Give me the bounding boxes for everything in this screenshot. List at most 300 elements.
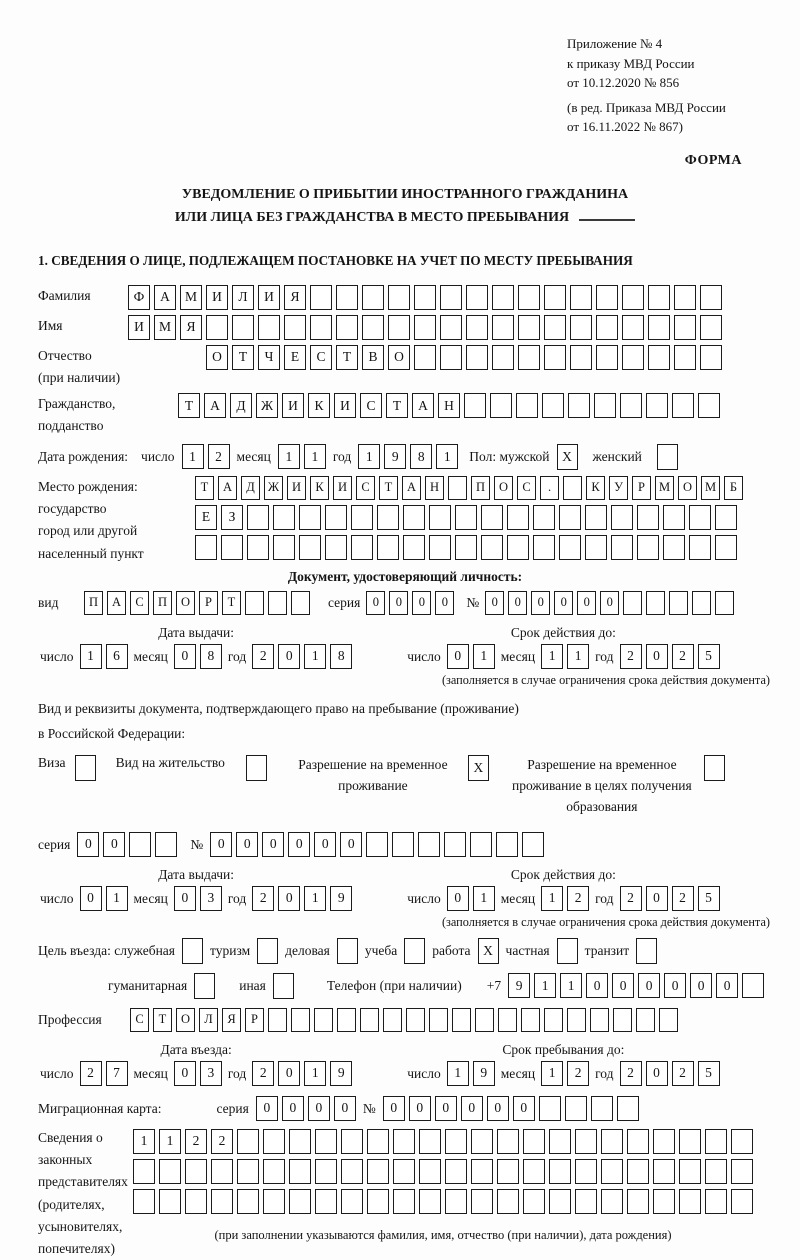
char-cell[interactable]: 0: [461, 1096, 483, 1121]
char-cell[interactable]: [585, 535, 607, 560]
char-cell[interactable]: 1: [159, 1129, 181, 1154]
char-cell[interactable]: [392, 832, 414, 857]
char-cell[interactable]: 2: [252, 1061, 274, 1086]
char-cell[interactable]: 9: [473, 1061, 495, 1086]
char-cell[interactable]: [596, 345, 618, 370]
char-cell[interactable]: [414, 345, 436, 370]
char-cell[interactable]: [663, 505, 685, 530]
char-cell[interactable]: [237, 1129, 259, 1154]
char-cell[interactable]: [475, 1008, 494, 1032]
char-cell[interactable]: [314, 1008, 333, 1032]
char-cell[interactable]: С: [517, 476, 536, 500]
char-cell[interactable]: Т: [232, 345, 254, 370]
char-cell[interactable]: [544, 345, 566, 370]
char-cell[interactable]: Р: [199, 591, 218, 615]
char-cell[interactable]: 2: [252, 644, 274, 669]
char-cell[interactable]: 1: [304, 1061, 326, 1086]
char-cell[interactable]: У: [609, 476, 628, 500]
char-cell[interactable]: [133, 1189, 155, 1214]
char-cell[interactable]: 2: [620, 644, 642, 669]
char-cell[interactable]: [492, 285, 514, 310]
char-cell[interactable]: Д: [241, 476, 260, 500]
char-cell[interactable]: [700, 315, 722, 340]
char-cell[interactable]: [518, 345, 540, 370]
char-cell[interactable]: 6: [106, 644, 128, 669]
char-cell[interactable]: [715, 591, 734, 615]
char-cell[interactable]: 9: [508, 973, 530, 998]
char-cell[interactable]: [291, 1008, 310, 1032]
char-cell[interactable]: [620, 393, 642, 418]
char-cell[interactable]: 0: [646, 1061, 668, 1086]
char-cell[interactable]: 1: [304, 886, 326, 911]
char-cell[interactable]: [601, 1129, 623, 1154]
char-cell[interactable]: [544, 1008, 563, 1032]
char-cell[interactable]: 1: [106, 886, 128, 911]
char-cell[interactable]: [570, 345, 592, 370]
char-cell[interactable]: [337, 1008, 356, 1032]
char-cell[interactable]: 2: [620, 1061, 642, 1086]
char-cell[interactable]: О: [176, 1008, 195, 1032]
char-cell[interactable]: [705, 1129, 727, 1154]
char-cell[interactable]: 0: [435, 591, 454, 615]
char-cell[interactable]: И: [206, 285, 228, 310]
purpose-checkbox-chastnaya[interactable]: [557, 938, 578, 964]
char-cell[interactable]: [585, 505, 607, 530]
char-cell[interactable]: 0: [638, 973, 660, 998]
char-cell[interactable]: [521, 1008, 540, 1032]
char-cell[interactable]: [623, 591, 642, 615]
char-cell[interactable]: Ч: [258, 345, 280, 370]
char-cell[interactable]: [611, 505, 633, 530]
char-cell[interactable]: [523, 1129, 545, 1154]
char-cell[interactable]: 0: [282, 1096, 304, 1121]
char-cell[interactable]: [498, 1008, 517, 1032]
char-cell[interactable]: [507, 505, 529, 530]
char-cell[interactable]: 0: [103, 832, 125, 857]
char-cell[interactable]: [206, 315, 228, 340]
char-cell[interactable]: 0: [278, 644, 300, 669]
char-cell[interactable]: [367, 1129, 389, 1154]
char-cell[interactable]: О: [494, 476, 513, 500]
char-cell[interactable]: [522, 832, 544, 857]
char-cell[interactable]: Я: [180, 315, 202, 340]
char-cell[interactable]: [663, 535, 685, 560]
char-cell[interactable]: А: [107, 591, 126, 615]
char-cell[interactable]: И: [282, 393, 304, 418]
char-cell[interactable]: [544, 285, 566, 310]
char-cell[interactable]: 0: [389, 591, 408, 615]
char-cell[interactable]: 1: [304, 644, 326, 669]
char-cell[interactable]: [636, 1008, 655, 1032]
char-cell[interactable]: Л: [232, 285, 254, 310]
char-cell[interactable]: 2: [672, 1061, 694, 1086]
char-cell[interactable]: [648, 345, 670, 370]
char-cell[interactable]: [377, 505, 399, 530]
char-cell[interactable]: [367, 1189, 389, 1214]
char-cell[interactable]: [497, 1129, 519, 1154]
char-cell[interactable]: 0: [412, 591, 431, 615]
visa-checkbox[interactable]: [75, 755, 96, 781]
char-cell[interactable]: 0: [174, 644, 196, 669]
char-cell[interactable]: [568, 393, 590, 418]
char-cell[interactable]: 3: [200, 1061, 222, 1086]
char-cell[interactable]: П: [471, 476, 490, 500]
char-cell[interactable]: [497, 1189, 519, 1214]
char-cell[interactable]: [414, 285, 436, 310]
char-cell[interactable]: 0: [531, 591, 550, 615]
char-cell[interactable]: 1: [567, 644, 589, 669]
char-cell[interactable]: [419, 1129, 441, 1154]
char-cell[interactable]: 0: [586, 973, 608, 998]
char-cell[interactable]: [440, 315, 462, 340]
char-cell[interactable]: [452, 1008, 471, 1032]
char-cell[interactable]: П: [153, 591, 172, 615]
char-cell[interactable]: [596, 315, 618, 340]
char-cell[interactable]: 0: [278, 886, 300, 911]
residence-permit-checkbox[interactable]: [246, 755, 267, 781]
char-cell[interactable]: [637, 505, 659, 530]
char-cell[interactable]: [518, 285, 540, 310]
char-cell[interactable]: Ж: [256, 393, 278, 418]
char-cell[interactable]: 0: [314, 832, 336, 857]
char-cell[interactable]: 2: [567, 886, 589, 911]
char-cell[interactable]: С: [130, 591, 149, 615]
char-cell[interactable]: [516, 393, 538, 418]
char-cell[interactable]: [418, 832, 440, 857]
purpose-checkbox-rabota[interactable]: X: [478, 938, 499, 964]
char-cell[interactable]: И: [334, 393, 356, 418]
char-cell[interactable]: [698, 393, 720, 418]
char-cell[interactable]: [544, 315, 566, 340]
char-cell[interactable]: [563, 476, 582, 500]
char-cell[interactable]: Н: [425, 476, 444, 500]
char-cell[interactable]: Е: [195, 505, 217, 530]
char-cell[interactable]: Ж: [264, 476, 283, 500]
char-cell[interactable]: 1: [534, 973, 556, 998]
char-cell[interactable]: М: [655, 476, 674, 500]
char-cell[interactable]: П: [84, 591, 103, 615]
char-cell[interactable]: [700, 345, 722, 370]
char-cell[interactable]: [648, 315, 670, 340]
char-cell[interactable]: О: [206, 345, 228, 370]
char-cell[interactable]: [692, 591, 711, 615]
char-cell[interactable]: [414, 315, 436, 340]
char-cell[interactable]: 2: [211, 1129, 233, 1154]
char-cell[interactable]: [596, 285, 618, 310]
char-cell[interactable]: [496, 832, 518, 857]
char-cell[interactable]: К: [308, 393, 330, 418]
char-cell[interactable]: 1: [358, 444, 380, 469]
char-cell[interactable]: Т: [379, 476, 398, 500]
char-cell[interactable]: 0: [366, 591, 385, 615]
char-cell[interactable]: [315, 1189, 337, 1214]
char-cell[interactable]: 0: [577, 591, 596, 615]
char-cell[interactable]: Т: [336, 345, 358, 370]
char-cell[interactable]: [591, 1096, 613, 1121]
char-cell[interactable]: [466, 315, 488, 340]
char-cell[interactable]: [533, 535, 555, 560]
char-cell[interactable]: 1: [541, 1061, 563, 1086]
char-cell[interactable]: 0: [77, 832, 99, 857]
char-cell[interactable]: 2: [672, 644, 694, 669]
char-cell[interactable]: А: [218, 476, 237, 500]
char-cell[interactable]: 0: [646, 886, 668, 911]
purpose-checkbox-tranzit[interactable]: [636, 938, 657, 964]
char-cell[interactable]: 1: [80, 644, 102, 669]
char-cell[interactable]: [440, 345, 462, 370]
char-cell[interactable]: Р: [245, 1008, 264, 1032]
char-cell[interactable]: 1: [560, 973, 582, 998]
char-cell[interactable]: 7: [106, 1061, 128, 1086]
char-cell[interactable]: 1: [541, 644, 563, 669]
char-cell[interactable]: [341, 1189, 363, 1214]
char-cell[interactable]: 1: [278, 444, 300, 469]
char-cell[interactable]: [653, 1129, 675, 1154]
char-cell[interactable]: [689, 505, 711, 530]
char-cell[interactable]: 0: [485, 591, 504, 615]
char-cell[interactable]: [291, 591, 310, 615]
char-cell[interactable]: О: [678, 476, 697, 500]
char-cell[interactable]: [617, 1096, 639, 1121]
char-cell[interactable]: 0: [716, 973, 738, 998]
char-cell[interactable]: 8: [330, 644, 352, 669]
edu-residence-checkbox[interactable]: [704, 755, 725, 781]
char-cell[interactable]: И: [128, 315, 150, 340]
purpose-checkbox-inaya[interactable]: [273, 973, 294, 999]
char-cell[interactable]: 0: [646, 644, 668, 669]
char-cell[interactable]: [403, 535, 425, 560]
char-cell[interactable]: С: [360, 393, 382, 418]
char-cell[interactable]: [731, 1189, 753, 1214]
char-cell[interactable]: [492, 345, 514, 370]
char-cell[interactable]: М: [180, 285, 202, 310]
char-cell[interactable]: [362, 285, 384, 310]
char-cell[interactable]: [403, 505, 425, 530]
char-cell[interactable]: [129, 832, 151, 857]
char-cell[interactable]: [429, 535, 451, 560]
char-cell[interactable]: [383, 1008, 402, 1032]
char-cell[interactable]: [674, 345, 696, 370]
char-cell[interactable]: [336, 315, 358, 340]
char-cell[interactable]: [448, 476, 467, 500]
char-cell[interactable]: [570, 285, 592, 310]
char-cell[interactable]: 0: [174, 1061, 196, 1086]
char-cell[interactable]: [648, 285, 670, 310]
char-cell[interactable]: [559, 505, 581, 530]
char-cell[interactable]: [362, 315, 384, 340]
char-cell[interactable]: [627, 1129, 649, 1154]
char-cell[interactable]: [341, 1129, 363, 1154]
char-cell[interactable]: [646, 591, 665, 615]
char-cell[interactable]: [351, 505, 373, 530]
char-cell[interactable]: [669, 591, 688, 615]
char-cell[interactable]: 0: [174, 886, 196, 911]
char-cell[interactable]: [742, 973, 764, 998]
char-cell[interactable]: [471, 1129, 493, 1154]
char-cell[interactable]: [611, 535, 633, 560]
char-cell[interactable]: [284, 315, 306, 340]
purpose-checkbox-turizm[interactable]: [257, 938, 278, 964]
char-cell[interactable]: [466, 285, 488, 310]
char-cell[interactable]: С: [310, 345, 332, 370]
char-cell[interactable]: 2: [672, 886, 694, 911]
char-cell[interactable]: О: [388, 345, 410, 370]
sex-female-checkbox[interactable]: [657, 444, 678, 470]
char-cell[interactable]: 0: [612, 973, 634, 998]
char-cell[interactable]: С: [130, 1008, 149, 1032]
char-cell[interactable]: О: [176, 591, 195, 615]
char-cell[interactable]: [325, 505, 347, 530]
char-cell[interactable]: [679, 1129, 701, 1154]
char-cell[interactable]: Д: [230, 393, 252, 418]
char-cell[interactable]: [185, 1189, 207, 1214]
char-cell[interactable]: [273, 505, 295, 530]
purpose-checkbox-gumanitarnaya[interactable]: [194, 973, 215, 999]
char-cell[interactable]: [533, 505, 555, 530]
char-cell[interactable]: 8: [200, 644, 222, 669]
char-cell[interactable]: [445, 1189, 467, 1214]
char-cell[interactable]: 9: [330, 886, 352, 911]
char-cell[interactable]: 0: [256, 1096, 278, 1121]
char-cell[interactable]: 2: [208, 444, 230, 469]
char-cell[interactable]: [653, 1189, 675, 1214]
char-cell[interactable]: 0: [288, 832, 310, 857]
char-cell[interactable]: 0: [80, 886, 102, 911]
char-cell[interactable]: [360, 1008, 379, 1032]
char-cell[interactable]: [700, 285, 722, 310]
char-cell[interactable]: 1: [473, 886, 495, 911]
char-cell[interactable]: [325, 535, 347, 560]
char-cell[interactable]: 9: [384, 444, 406, 469]
char-cell[interactable]: [268, 591, 287, 615]
char-cell[interactable]: 0: [690, 973, 712, 998]
char-cell[interactable]: [429, 505, 451, 530]
char-cell[interactable]: [490, 393, 512, 418]
char-cell[interactable]: [594, 393, 616, 418]
char-cell[interactable]: Т: [195, 476, 214, 500]
char-cell[interactable]: [481, 535, 503, 560]
purpose-checkbox-delovaya[interactable]: [337, 938, 358, 964]
char-cell[interactable]: 3: [200, 886, 222, 911]
char-cell[interactable]: Т: [386, 393, 408, 418]
char-cell[interactable]: [601, 1189, 623, 1214]
char-cell[interactable]: [464, 393, 486, 418]
char-cell[interactable]: [393, 1129, 415, 1154]
char-cell[interactable]: [310, 315, 332, 340]
char-cell[interactable]: [445, 1129, 467, 1154]
char-cell[interactable]: 1: [473, 644, 495, 669]
char-cell[interactable]: Н: [438, 393, 460, 418]
char-cell[interactable]: [705, 1189, 727, 1214]
char-cell[interactable]: [336, 285, 358, 310]
char-cell[interactable]: [263, 1189, 285, 1214]
char-cell[interactable]: 2: [252, 886, 274, 911]
char-cell[interactable]: 0: [409, 1096, 431, 1121]
char-cell[interactable]: 5: [698, 886, 720, 911]
char-cell[interactable]: [444, 832, 466, 857]
char-cell[interactable]: 5: [698, 1061, 720, 1086]
char-cell[interactable]: [523, 1189, 545, 1214]
char-cell[interactable]: Т: [153, 1008, 172, 1032]
char-cell[interactable]: 0: [508, 591, 527, 615]
char-cell[interactable]: 0: [664, 973, 686, 998]
char-cell[interactable]: З: [221, 505, 243, 530]
char-cell[interactable]: К: [586, 476, 605, 500]
char-cell[interactable]: [268, 1008, 287, 1032]
char-cell[interactable]: [195, 535, 217, 560]
char-cell[interactable]: [366, 832, 388, 857]
char-cell[interactable]: [299, 535, 321, 560]
char-cell[interactable]: С: [356, 476, 375, 500]
char-cell[interactable]: [549, 1189, 571, 1214]
char-cell[interactable]: [492, 315, 514, 340]
char-cell[interactable]: 1: [182, 444, 204, 469]
char-cell[interactable]: [674, 285, 696, 310]
char-cell[interactable]: [455, 535, 477, 560]
char-cell[interactable]: 0: [262, 832, 284, 857]
char-cell[interactable]: 0: [383, 1096, 405, 1121]
char-cell[interactable]: [679, 1189, 701, 1214]
char-cell[interactable]: [575, 1129, 597, 1154]
char-cell[interactable]: [466, 345, 488, 370]
char-cell[interactable]: И: [287, 476, 306, 500]
char-cell[interactable]: 2: [567, 1061, 589, 1086]
char-cell[interactable]: А: [204, 393, 226, 418]
char-cell[interactable]: [567, 1008, 586, 1032]
char-cell[interactable]: 0: [513, 1096, 535, 1121]
char-cell[interactable]: 1: [133, 1129, 155, 1154]
char-cell[interactable]: [715, 505, 737, 530]
char-cell[interactable]: [419, 1189, 441, 1214]
char-cell[interactable]: Я: [284, 285, 306, 310]
char-cell[interactable]: [273, 535, 295, 560]
char-cell[interactable]: А: [154, 285, 176, 310]
char-cell[interactable]: Ф: [128, 285, 150, 310]
char-cell[interactable]: [289, 1189, 311, 1214]
char-cell[interactable]: [315, 1129, 337, 1154]
char-cell[interactable]: [637, 535, 659, 560]
char-cell[interactable]: [351, 535, 373, 560]
char-cell[interactable]: [159, 1189, 181, 1214]
char-cell[interactable]: 8: [410, 444, 432, 469]
char-cell[interactable]: Р: [632, 476, 651, 500]
temp-residence-checkbox[interactable]: X: [468, 755, 489, 781]
char-cell[interactable]: 0: [600, 591, 619, 615]
char-cell[interactable]: [393, 1189, 415, 1214]
purpose-checkbox-sluzhebnaya[interactable]: [182, 938, 203, 964]
char-cell[interactable]: 0: [340, 832, 362, 857]
char-cell[interactable]: Е: [284, 345, 306, 370]
char-cell[interactable]: [247, 535, 269, 560]
char-cell[interactable]: [440, 285, 462, 310]
char-cell[interactable]: [542, 393, 564, 418]
char-cell[interactable]: [715, 535, 737, 560]
char-cell[interactable]: [221, 535, 243, 560]
char-cell[interactable]: [622, 345, 644, 370]
char-cell[interactable]: 0: [435, 1096, 457, 1121]
char-cell[interactable]: 1: [541, 886, 563, 911]
char-cell[interactable]: Т: [222, 591, 241, 615]
char-cell[interactable]: [470, 832, 492, 857]
char-cell[interactable]: [310, 285, 332, 310]
char-cell[interactable]: [406, 1008, 425, 1032]
char-cell[interactable]: А: [412, 393, 434, 418]
char-cell[interactable]: [247, 505, 269, 530]
sex-male-checkbox[interactable]: X: [557, 444, 578, 470]
char-cell[interactable]: [429, 1008, 448, 1032]
char-cell[interactable]: [549, 1129, 571, 1154]
char-cell[interactable]: 2: [185, 1129, 207, 1154]
